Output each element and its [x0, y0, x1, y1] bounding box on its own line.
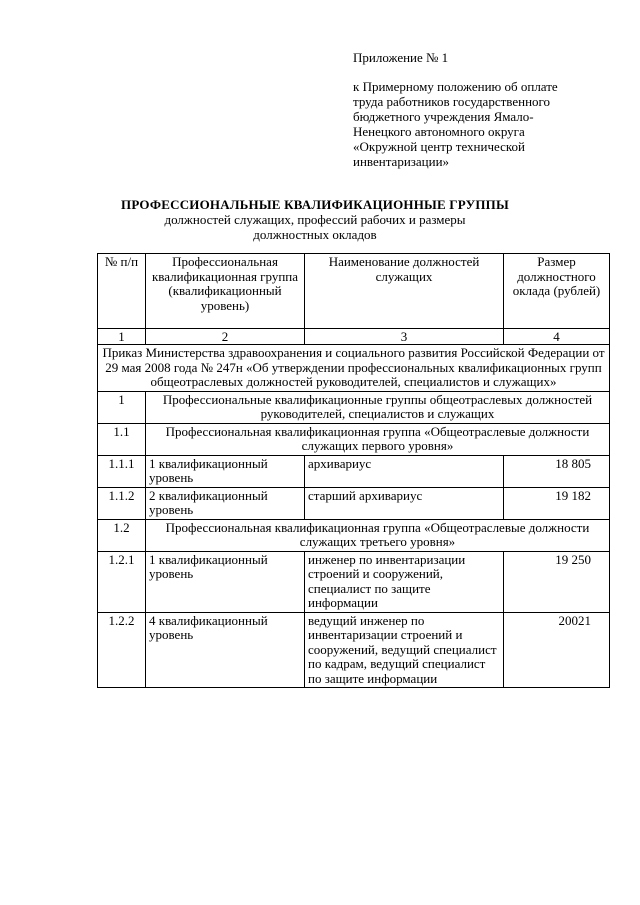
section-text: Профессиональные квалификационные группы общеотраслевых должностей руководителей, специалистов и служащих	[146, 391, 610, 423]
column-number: 2	[146, 329, 305, 345]
order-text: Приказ Министерства здравоохранения и социального развития Российской Федерации от 29 мая 2008 года № 247н «Об утверждении профессиональных квалификационных групп общеотраслевых должностей руководителей, специалистов и служащих»	[98, 345, 610, 392]
table-row	[98, 612, 610, 688]
header-salary: Размер должностного оклада (рублей)	[504, 254, 610, 329]
row-position: старший архивариус	[305, 487, 504, 519]
title-subtitle-line: должностей служащих, профессий рабочих и размеры	[164, 212, 466, 227]
annex-line: Ненецкого автономного округа	[353, 124, 525, 139]
row-position: инженер по инвентаризации строений и сооружений, специалист по защите информации	[305, 551, 504, 612]
row-salary: 18 805	[504, 455, 610, 487]
header-row	[98, 254, 610, 329]
table-row	[98, 551, 610, 612]
row-salary: 20021	[504, 612, 610, 688]
section-row	[98, 391, 610, 423]
row-salary: 19 182	[504, 487, 610, 519]
row-num: 1.1.1	[98, 455, 146, 487]
group-row	[98, 519, 610, 551]
table-row	[98, 487, 610, 519]
annex-line: бюджетного учреждения Ямало-	[353, 109, 534, 124]
order-row	[98, 345, 610, 392]
row-num: 1.2.1	[98, 551, 146, 612]
header-position: Наименование должностей служащих	[305, 254, 504, 329]
group-text: Профессиональная квалификационная группа «Общеотраслевые должности служащих первого уровня»	[146, 423, 610, 455]
annex-line: к Примерному положению об оплате	[353, 79, 558, 94]
column-number-row	[98, 329, 610, 345]
group-num: 1.1	[98, 423, 146, 455]
group-text: Профессиональная квалификационная группа «Общеотраслевые должности служащих третьего уровня»	[146, 519, 610, 551]
row-level: 2 квалификационный уровень	[146, 487, 305, 519]
group-num: 1.2	[98, 519, 146, 551]
annex-block	[353, 50, 623, 169]
row-level: 1 квалификационный уровень	[146, 551, 305, 612]
row-position: архивариус	[305, 455, 504, 487]
row-level: 4 квалификационный уровень	[146, 612, 305, 688]
salary-table	[97, 253, 610, 688]
section-num: 1	[98, 391, 146, 423]
annex-line: труда работников государственного	[353, 94, 551, 109]
table-row	[98, 455, 610, 487]
row-num: 1.2.2	[98, 612, 146, 688]
row-salary: 19 250	[504, 551, 610, 612]
header-group: Профессиональная квалификационная группа (квалификационный уровень)	[146, 254, 305, 329]
annex-line: «Окружной центр технической	[353, 139, 525, 154]
annex-line: инвентаризации»	[353, 154, 450, 169]
column-number: 4	[504, 329, 610, 345]
group-row	[98, 423, 610, 455]
column-number: 1	[98, 329, 146, 345]
annex-label: Приложение № 1	[353, 50, 449, 65]
column-number: 3	[305, 329, 504, 345]
title-main: ПРОФЕССИОНАЛЬНЫЕ КВАЛИФИКАЦИОННЫЕ ГРУППЫ	[121, 197, 509, 212]
row-position: ведущий инженер по инвентаризации строений и сооружений, ведущий специалист по кадрам, ведущий специалист по защите информации	[305, 612, 504, 688]
row-level: 1 квалификационный уровень	[146, 455, 305, 487]
document-title	[90, 197, 540, 242]
title-subtitle-line: должностных окладов	[253, 227, 377, 242]
header-num: № п/п	[98, 254, 146, 329]
row-num: 1.1.2	[98, 487, 146, 519]
